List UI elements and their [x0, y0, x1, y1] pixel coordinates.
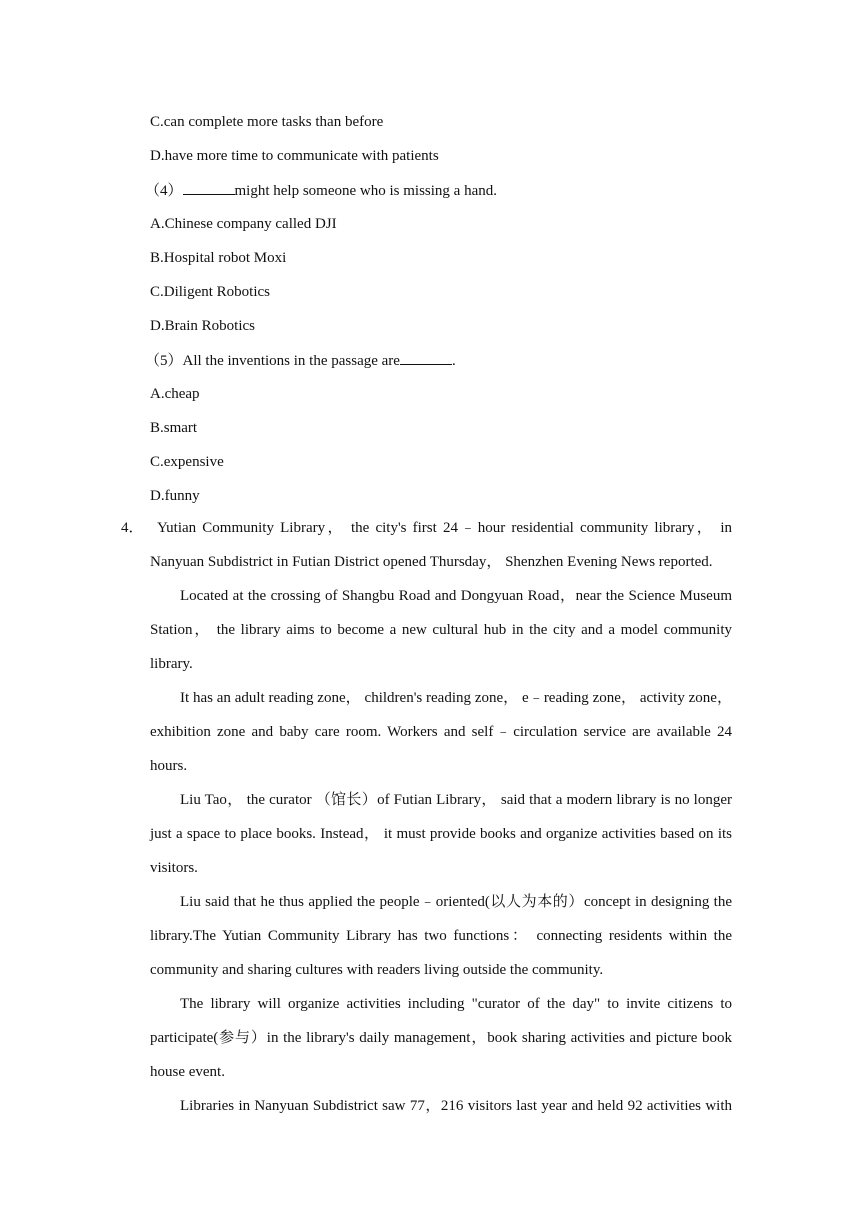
answer-blank [400, 350, 452, 365]
option-c: C.Diligent Robotics [150, 284, 270, 300]
answer-blank [183, 180, 235, 195]
question-5-end: . [451, 353, 456, 369]
question-5-text: All the inventions in the passage are [182, 353, 400, 369]
passage-line: exhibition zone and baby care room. Workers and self﹣circulation service are available 24 [150, 724, 732, 740]
option-c: C.expensive [150, 454, 224, 470]
question-5-stem [145, 350, 456, 371]
passage-line: Located at the crossing of Shangbu Road and Dongyuan Road，near the Science Museum [180, 588, 732, 604]
passage-line: Yutian Community Library， the city's first 24﹣hour residential community library， in [157, 520, 732, 536]
passage-line: library. [150, 656, 193, 672]
option-a: A.cheap [150, 386, 200, 402]
question-4-main-number: 4． [121, 520, 144, 536]
option-b: B.smart [150, 420, 198, 436]
passage-line: The library will organize activities including "curator of the day" to invite citizens to [180, 996, 732, 1012]
option-d: D.have more time to communicate with patients [150, 148, 439, 164]
passage-line: hours. [150, 758, 188, 774]
option-d: D.Brain Robotics [150, 318, 255, 334]
option-b: B.Hospital robot Moxi [150, 250, 287, 266]
passage-line: Nanyuan Subdistrict in Futian District opened Thursday， Shenzhen Evening News reported. [150, 554, 713, 570]
passage-line: visitors. [150, 860, 198, 876]
passage-line: just a space to place books. Instead， it must provide books and organize activities based on its [150, 826, 732, 842]
passage-line: house event. [150, 1064, 225, 1080]
question-4-text: might help someone who is missing a hand. [234, 183, 497, 199]
question-4-stem [145, 180, 497, 201]
passage-line: It has an adult reading zone， children's reading zone， e﹣reading zone， activity zone， [180, 690, 732, 706]
passage-line: library.The Yutian Community Library has two functions： connecting residents within the [150, 928, 732, 944]
option-c: C.can complete more tasks than before [150, 114, 384, 130]
passage-line: Libraries in Nanyuan Subdistrict saw 77，216 visitors last year and held 92 activities with [180, 1098, 732, 1114]
question-5-number: （5） [145, 353, 183, 369]
option-d: D.funny [150, 488, 200, 504]
passage-line: Liu Tao， the curator （馆长）of Futian Library， said that a modern library is no longer [180, 792, 732, 808]
passage-line: participate(参与）in the library's daily management，book sharing activities and picture book [150, 1030, 732, 1046]
option-a: A.Chinese company called DJI [150, 216, 337, 232]
question-4-number: （4） [145, 183, 183, 199]
passage-line: community and sharing cultures with readers living outside the community. [150, 962, 604, 978]
passage-line: Liu said that he thus applied the people﹣oriented(以人为本的）concept in designing the [180, 894, 732, 910]
passage-line: Station， the library aims to become a new cultural hub in the city and a model community [150, 622, 732, 638]
